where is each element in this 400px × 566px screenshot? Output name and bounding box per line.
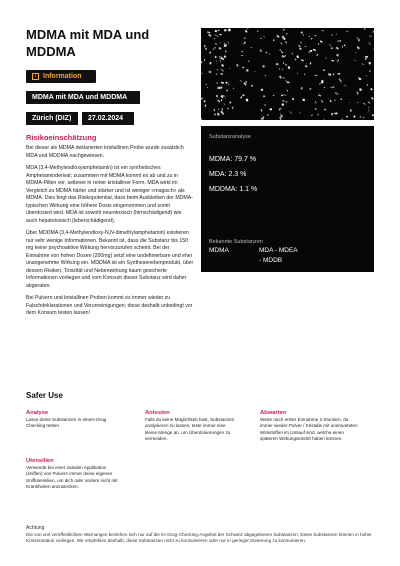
analysis-heading: Substanzanalyse xyxy=(209,134,251,140)
safer-use-item-title: Analyse xyxy=(26,410,49,416)
location-bar: Zürich (DIZ) xyxy=(26,112,78,125)
known-substance-related: MDA - MDEA xyxy=(259,247,298,254)
risk-paragraph: Bei dieser als MDMA deklarierten kristallinen Probe wurde zusätzlich MDA und MDDMA nachgewiesen. xyxy=(26,145,184,159)
safer-use-item-text: Falls du keine Möglichkeit hast, Substanzen analysieren zu lassen, teste immer eine kleine Menge an, um Überdosierungen zu vermeiden. xyxy=(145,417,235,441)
known-substance-main: MDMA xyxy=(209,247,229,254)
risk-paragraph: Über MDDMA (3,4-Methylendioxy-N,N-dimethylamphetamin) existieren nur sehr wenige Informationen. Bekannt ist, dass die Substanz bis 150 mg keine psychoaktive Wirkung hervorzurufen scheint. Bei der Einnahme von hohen Dosen (200mg) setzt eine undefinierbare und eher unangenehme Wirkung ein. MDDMA ist ein Synthesenebenprodukt, über dessen Risiken, Toxizität und Nebenwirkung kaum gesicherte Informationen vorliegen und vom Konsum dieser Substanz wird daher abgeraten. xyxy=(26,230,194,289)
substance-photo xyxy=(201,28,374,120)
safer-use-item-text: Verwende bei einer nasalen Applikation (sniffen) von Pulvern immer deine eigenen Sniffutensilien, um dich oder andere nicht mit Krankheiten anzustecken. xyxy=(26,465,118,489)
known-substances-heading: Bekannte Substanzen xyxy=(209,239,263,245)
info-icon: i xyxy=(32,73,39,80)
analysis-row: MDDMA: 1.1 % xyxy=(209,186,258,193)
risk-paragraph: Bei Pulvern und kristallinen Proben kommt es immer wieder zu Falschdeklarationen und Verunreinigungen; diese deshalb unbedingt vor dem Konsum testen lassen! xyxy=(26,295,193,316)
safer-use-item-text: Warte nach erster Einnahme 2 Stunden, da immer wieder Pulver / Kristalle mit unerwarteten Wirkstoffen im Umlauf sind, welche einen späteren Wirkungseintritt haben können. xyxy=(260,417,358,441)
risk-text xyxy=(26,145,194,323)
information-badge xyxy=(26,70,96,83)
risk-paragraph: MDA (3,4-Methylendioxyamphetamin) ist ein synthetisches Amphetaminderivat; zusammen mit MDMA kommt es ab und zu in MDMA-Pillen vor, seltener in reiner kristalliner Form. MDA wirkt im Vergleich zu MDMA härter und stärker und ist weniger «magisch» als MDMA. Dies birgt das Risikopotential, dass beim Ausbleiben der MDMA-typischen Wirkung eine höhere Dosis eingenommen und somit überdosiert wird. MDA ist sowohl neurotoxisch (hirnschädigend) wie auch hepatotoxisch (leberschädigend). xyxy=(26,165,193,224)
analysis-panel xyxy=(201,126,374,272)
page-title: MDMA mit MDA und MDDMA xyxy=(26,27,150,59)
information-label: Information xyxy=(43,73,82,80)
risk-heading: Risikoeinschätzung xyxy=(26,133,97,142)
safer-use-item-title: Utensilien xyxy=(26,458,54,464)
analysis-row: MDMA: 79.7 % xyxy=(209,156,257,163)
safer-use-item-analyse xyxy=(26,410,118,430)
safer-use-item-title: Antesten xyxy=(145,410,170,416)
safer-use-item-antesten xyxy=(145,410,237,442)
substance-name-bar: MDMA mit MDA und MDDMA xyxy=(26,91,140,104)
safer-use-item-utensilien xyxy=(26,458,118,490)
date-bar: 27.02.2024 xyxy=(82,112,134,125)
safer-use-heading: Safer Use xyxy=(26,391,63,400)
analysis-row: MDA: 2.3 % xyxy=(209,171,247,178)
note-text: Die von uns veröffentlichten Warnungen beziehen sich nur auf die im Drug-Checking-Angebot der Schweiz abgegebenen Substanzen. Diese Substanzen können in hoher Konzentration vorliegen. Wir empfehlen deshalb, diese Substanzen nicht zu konsumieren oder nur in geringer Dosierung zu konsumieren. xyxy=(26,532,372,544)
safer-use-item-text: Lasse deine Substanzen in einem Drug Checking testen xyxy=(26,417,107,429)
safer-use-item-abwarten xyxy=(260,410,360,442)
known-substance-related: - MDDB xyxy=(259,257,283,264)
safer-use-item-title: Abwarten xyxy=(260,410,287,416)
note-heading: Achtung xyxy=(26,525,45,531)
